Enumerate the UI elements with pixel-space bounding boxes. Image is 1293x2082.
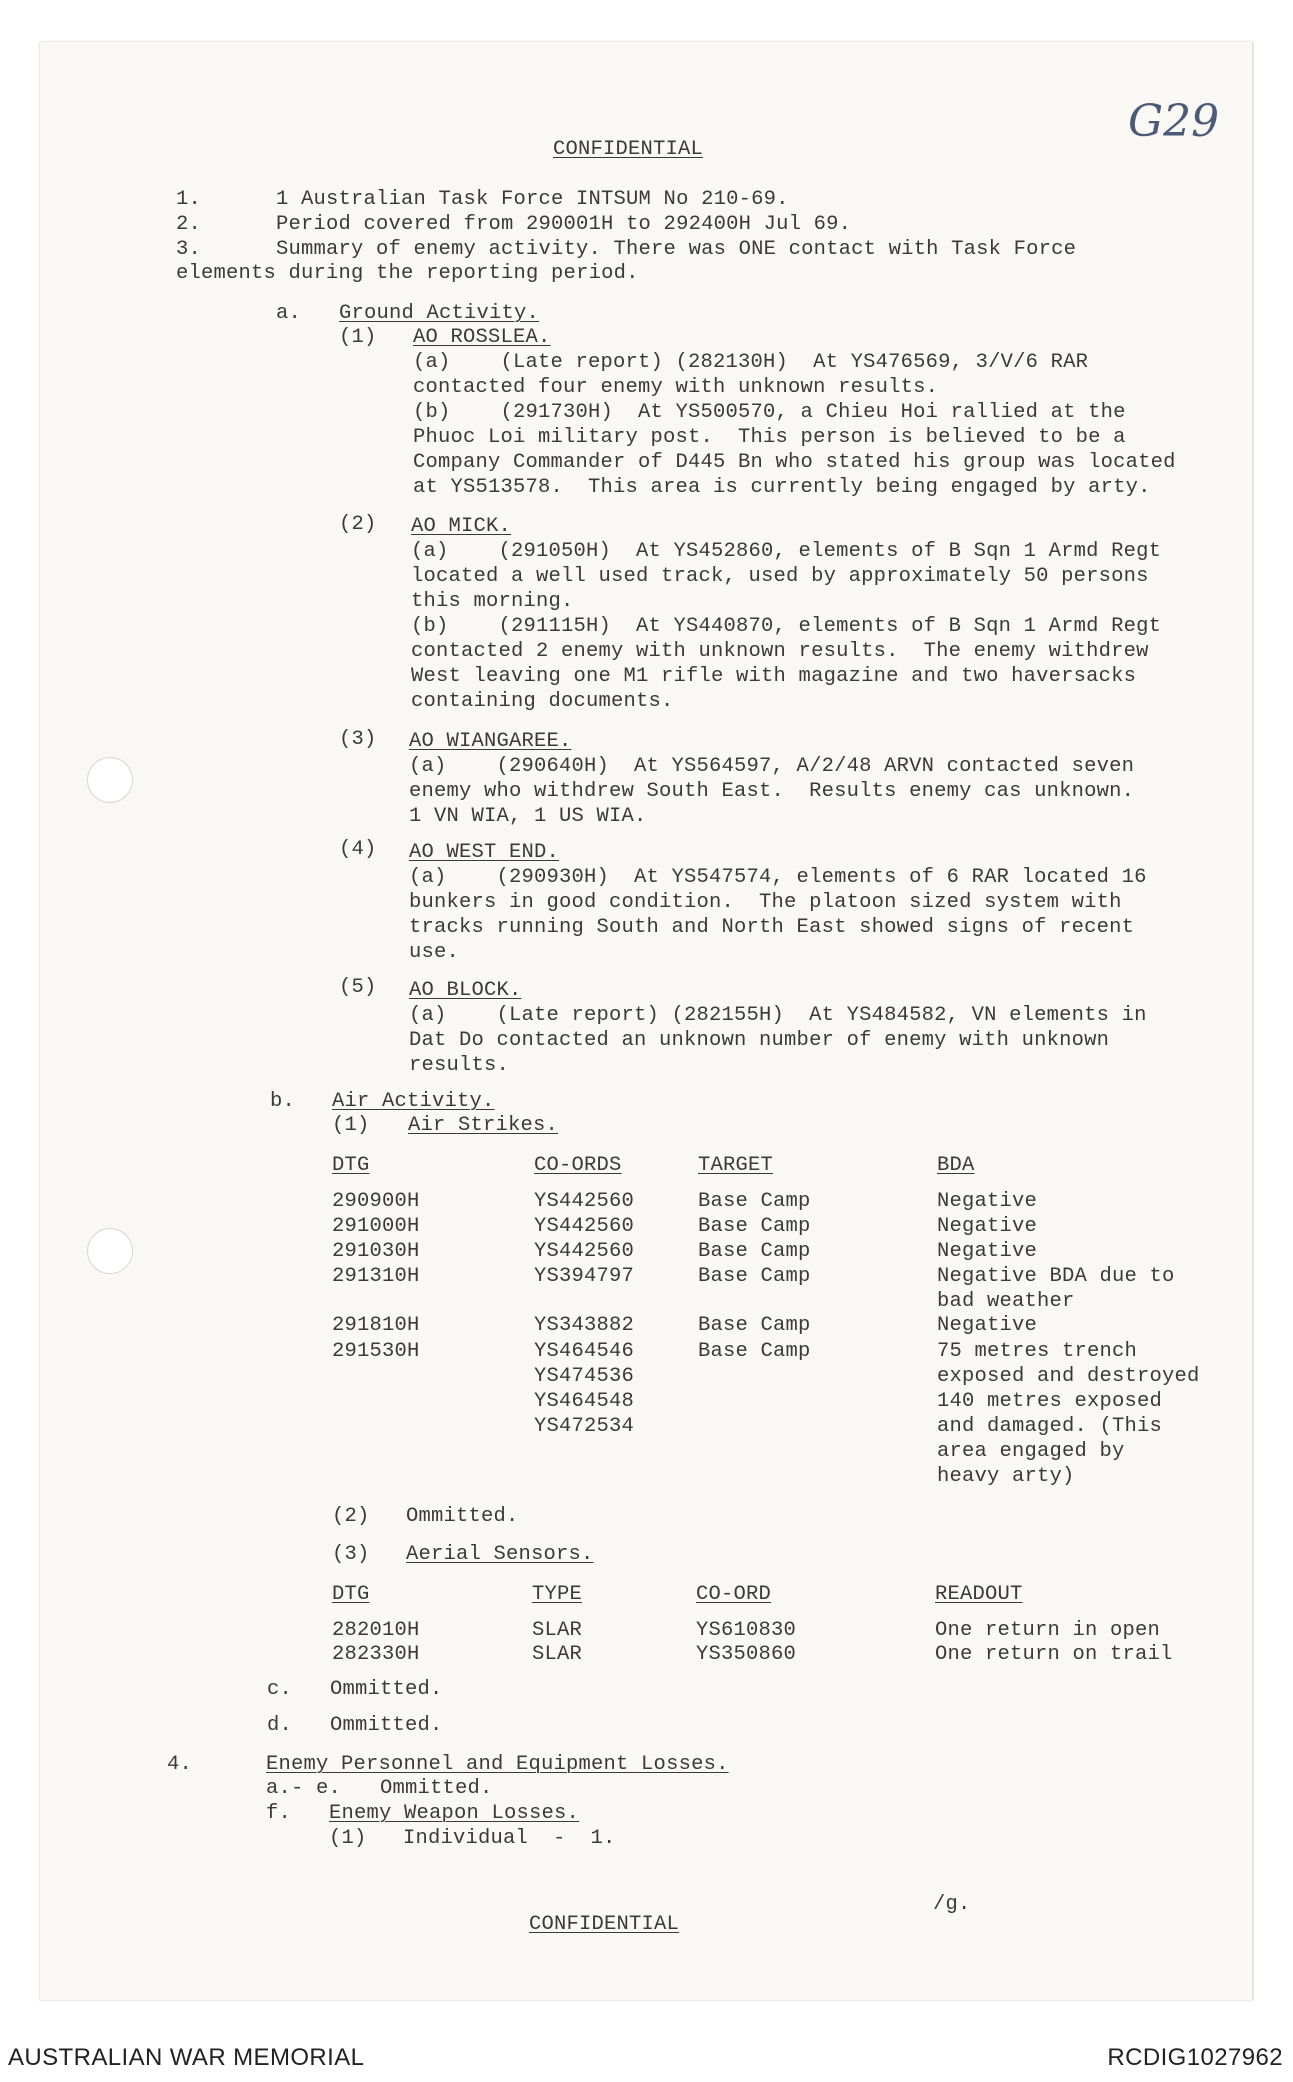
strike-coords: YS474536: [534, 1365, 635, 1388]
sensors-num: (3): [332, 1543, 370, 1566]
strike-coords: YS442560: [534, 1215, 635, 1238]
strike-bda: heavy arty): [937, 1465, 1075, 1488]
ao-num: (2): [339, 513, 377, 536]
item-num: (2): [332, 1505, 370, 1528]
sensor-coord: YS350860: [696, 1643, 797, 1666]
item-d-text: Ommitted.: [330, 1714, 443, 1737]
report-line: Phuoc Loi military post. This person is believed to be a: [413, 426, 1126, 449]
report-line: West leaving one M1 rifle with magazine and two haversacks: [411, 665, 1137, 688]
air-title: Air Activity.: [332, 1090, 495, 1113]
para-4-f-label: f.: [266, 1802, 292, 1825]
col-header-target: TARGET: [698, 1154, 774, 1177]
strike-bda: and damaged. (This: [937, 1415, 1163, 1438]
strike-dtg: 290900H: [332, 1190, 420, 1213]
para-4-f1-text: Individual - 1.: [403, 1827, 616, 1850]
para-4-ae-label: a.- e.: [266, 1777, 342, 1800]
para-4-title: Enemy Personnel and Equipment Losses.: [266, 1753, 729, 1776]
report-line: (b) (291115H) At YS440870, elements of B Sqn 1 Armd Regt: [411, 615, 1162, 638]
sensor-dtg: 282330H: [332, 1643, 420, 1666]
item-c-label: c.: [267, 1678, 293, 1701]
strike-bda: bad weather: [937, 1290, 1075, 1313]
report-line: at YS513578. This area is currently being engaged by arty.: [413, 476, 1151, 499]
report-line: contacted four enemy with unknown results.: [413, 376, 939, 399]
archive-credit: AUSTRALIAN WAR MEMORIAL: [8, 2044, 365, 2071]
report-line: (a) (290930H) At YS547574, elements of 6 RAR located 16: [409, 866, 1147, 889]
ground-title: Ground Activity.: [339, 302, 540, 325]
para-1-text: 1 Australian Task Force INTSUM No 210-69.: [276, 188, 789, 211]
archive-id: RCDIG1027962: [1107, 2044, 1283, 2071]
sensor-dtg: 282010H: [332, 1619, 420, 1642]
strike-target: Base Camp: [698, 1190, 811, 1213]
sensor-type: SLAR: [532, 1643, 583, 1666]
sensors-title: Aerial Sensors.: [406, 1543, 594, 1566]
para-1-num: 1.: [176, 188, 202, 211]
strike-target: Base Camp: [698, 1240, 811, 1263]
report-line: Company Commander of D445 Bn who stated his group was located: [413, 451, 1176, 474]
item-c-text: Ommitted.: [330, 1678, 443, 1701]
strike-coords: YS464546: [534, 1340, 635, 1363]
col-header-coord: CO-ORD: [696, 1583, 772, 1606]
ao-title: AO WEST END.: [409, 841, 560, 864]
para-2-text: Period covered from 290001H to 292400H Jul 69.: [276, 213, 852, 236]
strikes-num: (1): [332, 1114, 370, 1137]
strike-bda: 75 metres trench: [937, 1340, 1138, 1363]
col-header-dtg: DTG: [332, 1583, 370, 1606]
report-line: use.: [409, 941, 460, 964]
report-line: results.: [409, 1054, 510, 1077]
col-header-type: TYPE: [532, 1583, 583, 1606]
report-line: (b) (291730H) At YS500570, a Chieu Hoi rallied at the: [413, 401, 1126, 424]
continuation-mark: /g.: [933, 1893, 971, 1916]
strike-dtg: 291000H: [332, 1215, 420, 1238]
strike-bda: Negative: [937, 1240, 1038, 1263]
report-line: located a well used track, used by approximately 50 persons: [411, 565, 1149, 588]
strike-bda: Negative BDA due to: [937, 1265, 1175, 1288]
punch-hole: [87, 1228, 133, 1274]
report-line: Dat Do contacted an unknown number of enemy with unknown: [409, 1029, 1110, 1052]
strike-bda: Negative: [937, 1314, 1038, 1337]
folio-mark: G29: [1128, 96, 1220, 147]
ao-num: (5): [339, 976, 377, 999]
ao-num: (3): [339, 728, 377, 751]
strike-coords: YS472534: [534, 1415, 635, 1438]
strike-coords: YS442560: [534, 1240, 635, 1263]
strike-dtg: 291030H: [332, 1240, 420, 1263]
col-header-bda: BDA: [937, 1154, 975, 1177]
report-line: (a) (290640H) At YS564597, A/2/48 ARVN contacted seven: [409, 755, 1135, 778]
punch-hole: [87, 757, 133, 803]
report-line: containing documents.: [411, 690, 674, 713]
strikes-title: Air Strikes.: [408, 1114, 559, 1137]
footer-classification: CONFIDENTIAL: [529, 1913, 680, 1936]
strike-target: Base Camp: [698, 1215, 811, 1238]
report-line: 1 VN WIA, 1 US WIA.: [409, 805, 647, 828]
strike-coords: YS394797: [534, 1265, 635, 1288]
item-d-label: d.: [267, 1714, 293, 1737]
strike-dtg: 291810H: [332, 1314, 420, 1337]
report-line: (a) (291050H) At YS452860, elements of B Sqn 1 Armd Regt: [411, 540, 1162, 563]
strike-bda: 140 metres exposed: [937, 1390, 1163, 1413]
strike-dtg: 291310H: [332, 1265, 420, 1288]
para-2-num: 2.: [176, 213, 202, 236]
ao-title: AO WIANGAREE.: [409, 730, 572, 753]
col-header-coords: CO-ORDS: [534, 1154, 622, 1177]
para-3-line: Summary of enemy activity. There was ONE contact with Task Force: [276, 238, 1077, 261]
para-4-num: 4.: [167, 1753, 193, 1776]
report-line: bunkers in good condition. The platoon sized system with: [409, 891, 1122, 914]
sensor-readout: One return on trail: [935, 1643, 1173, 1666]
report-line: tracks running South and North East showed signs of recent: [409, 916, 1135, 939]
ao-num: (1): [339, 326, 377, 349]
strike-bda: exposed and destroyed: [937, 1365, 1200, 1388]
strike-coords: YS442560: [534, 1190, 635, 1213]
para-4-f-title: Enemy Weapon Losses.: [329, 1802, 580, 1825]
ao-num: (4): [339, 838, 377, 861]
ao-title: AO ROSSLEA.: [413, 326, 551, 349]
header-classification: CONFIDENTIAL: [553, 138, 704, 161]
report-line: enemy who withdrew South East. Results enemy cas unknown.: [409, 780, 1135, 803]
para-3-line: elements during the reporting period.: [176, 262, 639, 285]
ground-label: a.: [276, 302, 302, 325]
air-label: b.: [270, 1090, 296, 1113]
report-line: contacted 2 enemy with unknown results. The enemy withdrew: [411, 640, 1149, 663]
strike-coords: YS464548: [534, 1390, 635, 1413]
sensor-readout: One return in open: [935, 1619, 1161, 1642]
strike-bda: area engaged by: [937, 1440, 1125, 1463]
strike-coords: YS343882: [534, 1314, 635, 1337]
report-line: (a) (Late report) (282155H) At YS484582, VN elements in: [409, 1004, 1147, 1027]
sensor-type: SLAR: [532, 1619, 583, 1642]
report-line: (a) (Late report) (282130H) At YS476569, 3/V/6 RAR: [413, 351, 1089, 374]
para-4-f1-num: (1): [329, 1827, 367, 1850]
ao-title: AO MICK.: [411, 515, 512, 538]
sensor-coord: YS610830: [696, 1619, 797, 1642]
para-3-num: 3.: [176, 238, 202, 261]
item-text: Ommitted.: [406, 1505, 519, 1528]
strike-bda: Negative: [937, 1190, 1038, 1213]
strike-target: Base Camp: [698, 1314, 811, 1337]
col-header-readout: READOUT: [935, 1583, 1023, 1606]
strike-dtg: 291530H: [332, 1340, 420, 1363]
ao-title: AO BLOCK.: [409, 979, 522, 1002]
report-line: this morning.: [411, 590, 574, 613]
col-header-dtg: DTG: [332, 1154, 370, 1177]
strike-target: Base Camp: [698, 1265, 811, 1288]
strike-bda: Negative: [937, 1215, 1038, 1238]
strike-target: Base Camp: [698, 1340, 811, 1363]
para-4-ae-text: Ommitted.: [380, 1777, 493, 1800]
